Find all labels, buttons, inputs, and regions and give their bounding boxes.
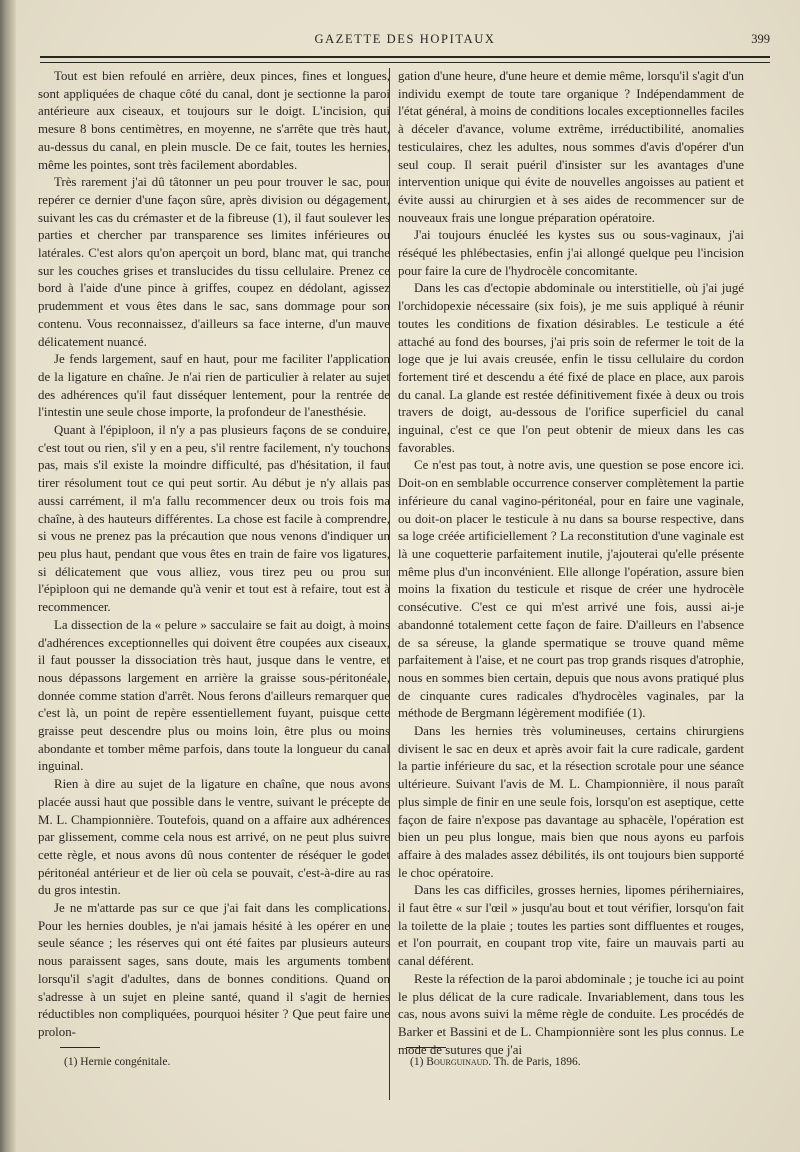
paragraph: Quant à l'épiploon, il n'y a pas plusieurs façons de se conduire, c'est tout ou rien, s'il y en a peu, s'il rentre facilement, n'y touchons pas, mais s'il existe la moindre difficulté, pas d'hésitation, il faut tirer résolument tout ce qui peut sortir. Au début je n'y allais pas aussi carrément, il m'a fallu recommencer deux ou trois fois ma chaîne, à des hauteurs différentes. La chose est facile à comprendre, si vous ne prenez pas la précaution que nous venons d'indiquer un peu plus haut, pendant que vous êtes en train de faire vos ligatures, si délicatement que vous alliez, vous tirez peu ou prou sur l'épiploon qui ne demande qu'à venir et tout est à refaire, tout est à recommencer. [38, 423, 390, 615]
running-title: GAZETTE DES HOPITAUX [314, 32, 496, 46]
footnote-reference: . Th. de Paris, 1896. [488, 1056, 581, 1068]
footnote-author: Bourguinaud [426, 1056, 489, 1068]
paragraph: Dans les cas difficiles, grosses hernies, lipomes périherniaires, il faut être « sur l'œil » jusqu'au bout et tout vérifier, lorsqu'on fait la toilette de la plaie ; toutes les parties sont diffluentes et rouges, et l'on pourrait, en coupant trop vite, faire un mauvais parti au canal déférent. [398, 883, 744, 969]
footnote-left: (1) Hernie congénitale. [64, 1056, 171, 1068]
footnote-right [410, 1055, 581, 1069]
paragraph: Je ne m'attarde pas sur ce que j'ai fait dans les complications. Pour les hernies doubles, je n'ai jamais hésité à les opérer en une seule séance ; les réserves qui ont été faites par plusieurs auteurs nous paraissent sages, sans doute, mais les arguments tombent lorsqu'il s'agit d'adultes, dans de bonnes conditions. Quand on s'adresse à un sujet en pleine santé, quand il s'agit de hernies réductibles non compliquées, pourquoi hésiter ? Que peut faire une prolon- [38, 901, 390, 1039]
header-rule-thin [40, 62, 770, 63]
footnote-number: (1) [410, 1056, 424, 1068]
paragraph: Rien à dire au sujet de la ligature en chaîne, que nous avons placée aussi haut que possible dans le ventre, suivant le précepte de M. L. Championnière. Toutefois, quand on a affaire aux adhérences par glissement, comme cela nous est arrivé, on ne peut plus suivre cette règle, et nous avons dû nous contenter de réséquer le godet péritonéal antérieur et de lier où cela se pouvait, c'est-à-dire au ras du gros intestin. [38, 777, 390, 898]
header-rule [40, 56, 770, 58]
paragraph: Dans les hernies très volumineuses, certains chirurgiens divisent le sac en deux et après avoir fait la cure radicale, gardent la partie inférieure du sac, et la résection scrotale pour une séance ultérieure. Suivant l'avis de M. L. Championnière, il nous paraît plus simple de finir en une seule fois, lorsqu'on est aseptique, cette façon de faire n'expose pas davantage au sphacèle, l'opération est bien un peu plus longue, mais bien que nous ayons eu parfois affaire à des malades assez débilités, ils ont toujours bien supporté le choc opératoire. [398, 724, 744, 880]
page-number: 399 [751, 32, 770, 46]
paragraph: Tout est bien refoulé en arrière, deux pinces, fines et longues, sont appliquées de chaque côté du canal, dont je sectionne la paroi antérieure aux ciseaux, et toujours sur le doigt. L'incision, qui mesure 8 bons centimètres, en moyenne, ne s'arrête que très haut, au-dessus du canal, en plein muscle. De ce fait, toutes les hernies, même les pointes, sont très facilement abordables. [38, 69, 390, 172]
column-divider [389, 68, 390, 1100]
paragraph: Je fends largement, sauf en haut, pour me faciliter l'application de la ligature en chaîne. Je n'ai rien de particulier à relater au sujet des adhérences qu'il faut disséquer lentement, pour la rentrée de l'intestin une seule chose importe, la profondeur de l'anesthésie. [38, 352, 390, 420]
paragraph: Reste la réfection de la paroi abdominale ; je touche ici au point le plus délicat de la cure radicale. Invariablement, dans tous les cas, nous avons suivi la même règle de conduite. Les procédés de Barker et Bassini et de L. Championnière sont les plus connus. Le mode de sutures que j'ai [398, 971, 744, 1057]
binding-edge [0, 0, 16, 1152]
left-column [38, 68, 390, 1042]
footnote-rule-left [60, 1047, 100, 1048]
paragraph: Ce n'est pas tout, à notre avis, une question se pose encore ici. Doit-on en semblable occurrence conserver complètement la partie inférieure du canal vagino-péritonéal, pour en faire une vaginale, ou doit-on placer le testicule à nu dans sa bourse respective, dans sa loge créée artificiellement ? La reconstitution d'une vaginale est là une coquetterie parfaitement inutile, j'ajouterai qu'elle présente même plus d'un inconvénient. Elle allonge l'opération, assure bien moins la fixation du testicule et risque de créer une hydrocèle consécutive. C'est ce qui m'est arrivé une fois, aussi ai-je abandonné totalement cette façon de faire. D'ailleurs en l'absence de sa séreuse, la glande spermatique se trouve quand même parfaitement à l'aise, et ne court pas trop grands risques d'atrophie, nous en sommes bien certain, depuis que nous avons pratiqué plus de cinquante cures radicales d'hydrocèles vaginales, par la méthode de Bergmann légèrement modifiée (1). [398, 458, 744, 721]
right-column [398, 68, 744, 1059]
paragraph: La dissection de la « pelure » sacculaire se fait au doigt, à moins d'adhérences exceptionnelles qui doivent être coupées aux ciseaux, il faut pousser la dissociation très haut, jusque dans le ventre, et nous dépassons largement en arrière la graisse sous-péritonéale, donnée comme station d'arrêt. Nous ferons d'ailleurs remarquer que c'est là, un point de repère essentiellement fuyant, puisque cette graisse peut descendre plus ou moins loin, être plus ou moins abondante et tomber même parfois, dans toute la longueur du canal inguinal. [38, 617, 390, 774]
paragraph-continued: gation d'une heure, d'une heure et demie même, lorsqu'il s'agit d'un individu exempt de toute tare organique ? Indépendamment de l'état général, à moins de conditions locales exceptionnelles faciles à déceler d'avance, volume extrême, irréductibilité, anomalies testiculaires, chez les adultes, nous sommes d'avis d'opérer d'un seul coup. Il serait puéril d'insister sur les avantages d'une intervention unique qui évite de nouvelles angoisses au patient et évite aussi au chirurgien et à ses aides de recommencer sur de nouveaux frais une longue préparation opératoire. [398, 69, 744, 225]
footnote-rule-right [406, 1047, 446, 1048]
page-header [40, 30, 770, 52]
paragraph: Très rarement j'ai dû tâtonner un peu pour trouver le sac, pour repérer ce dernier d'une façon sûre, après division ou dégagement, suivant les cas du crémaster et de la fibreuse (1), il faut soulever les parties et chercher par transparence ses limites inférieures ou latérales. C'est alors qu'on aperçoit un bord, blanc mat, qui tranche sur les couches grises et translucides du tissu cellulaire. Prenez ce bord à l'aide d'une pince à griffes, coupez en dédolant, agissez prudemment et vous êtes dans le sac, sans dommage pour son contenu. Vous reconnaissez, d'ailleurs sa face interne, d'un mauve délicatement nuancé. [38, 175, 390, 349]
paragraph: J'ai toujours énucléé les kystes sus ou sous-vaginaux, j'ai réséqué les phlébectasies, enfin j'ai allongé quelque peu l'incision pour faire la cure de l'hydrocèle concomitante. [398, 228, 744, 278]
paragraph: Dans les cas d'ectopie abdominale ou interstitielle, où j'ai jugé l'orchidopexie nécessaire (six fois), je me suis appliqué à réunir toutes les conditions de fixation désirables. Le testicule a été attaché au fond des bourses, j'ai pris soin de refermer le toit de la loge que je lui avais creusée, enfin le tissu cellulaire du cordon fortement tiré et descendu a été fixé de place en place, aux parois du canal. La glande est restée définitivement fixée à deux ou trois travers de doigt, au-dessous de l'orifice superficiel du canal inguinal, c'est ce que l'on peut obtenir de mieux dans les cas favorables. [398, 281, 744, 455]
